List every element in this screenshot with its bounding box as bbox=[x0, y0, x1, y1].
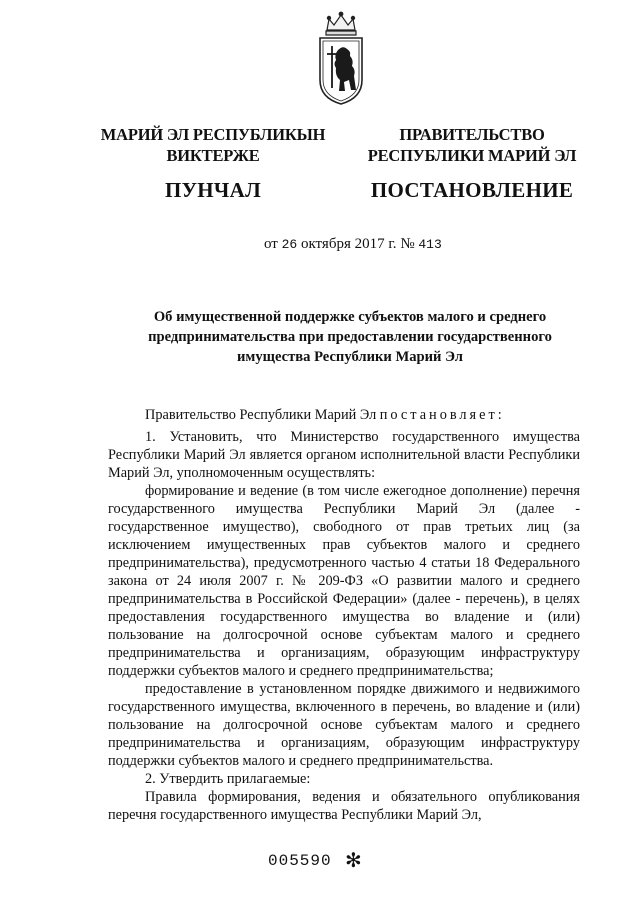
header-right-line2: РЕСПУБЛИКИ МАРИЙ ЭЛ bbox=[367, 146, 577, 165]
header-right-doc-type: ПОСТАНОВЛЕНИЕ bbox=[370, 178, 574, 202]
dateline-day: 26 bbox=[281, 237, 298, 252]
header-right-russian bbox=[352, 124, 592, 203]
header-left-line1: МАРИЙ ЭЛ РЕСПУБЛИКЫН bbox=[100, 125, 326, 144]
asterisk-mark: ✻ bbox=[345, 850, 362, 872]
preamble-paragraph bbox=[108, 406, 580, 424]
title-line1: Об имущественной поддержке субъектов малого и среднего bbox=[153, 309, 547, 325]
dateline-prefix: от bbox=[264, 236, 278, 252]
document-dateline bbox=[264, 236, 442, 253]
title-line2: предпринимательства при предоставлении государственного bbox=[148, 329, 552, 345]
dateline-number-sign: № bbox=[400, 236, 415, 252]
coat-of-arms-icon bbox=[316, 10, 366, 106]
document-body bbox=[108, 406, 580, 824]
paragraph-3: предоставление в установленном порядке движимого и недвижимого государственного имущества, включенного в перечень, во владение и (или) пользование на долгосрочной основе субъектам малого и среднего предпринимательства и организациям, образующим инфраструктуру поддержки субъектов малого и среднего предпринимательства. bbox=[108, 681, 580, 769]
header-left-marий bbox=[100, 124, 326, 203]
paragraph-2: формирование и ведение (в том числе ежегодное дополнение) перечня государственного имущества Республики Марий Эл (далее - государственное имущество), свободного от прав третьих лиц (за исключением имущественных прав субъектов малого и среднего предпринимательства), предусмотренного частью 4 статьи 18 Федерального закона от 24 июля 2007 г. № 209-ФЗ «О развитии малого и среднего предпринимательства в Российской Федерации» (далее - перечень), в целях предоставления государственного имущества во владение и (или) пользование на долгосрочной основе субъектам малого и среднего предпринимательства и организациям, образующим инфраструктуру поддержки субъектов малого и среднего предпринимательства; bbox=[108, 483, 580, 679]
title-line3: имущества Республики Марий Эл bbox=[236, 349, 463, 365]
header-right-line1: ПРАВИТЕЛЬСТВО bbox=[399, 125, 545, 144]
document-title bbox=[120, 307, 580, 367]
paragraph-4: 2. Утвердить прилагаемые: bbox=[145, 771, 311, 787]
form-serial-number: 005590 bbox=[268, 852, 332, 870]
paragraph-5: Правила формирования, ведения и обязательного опубликования перечня государственного имущества Республики Марий Эл, bbox=[108, 789, 580, 823]
preamble-decree-word: постановляет: bbox=[379, 407, 505, 423]
dateline-number: 413 bbox=[418, 237, 442, 252]
header-left-line2: ВИКТЕРЖЕ bbox=[166, 146, 260, 165]
paragraph-1: 1. Установить, что Министерство государственного имущества Республики Марий Эл является органом исполнительной власти Республики Марий Эл, уполномоченным осуществлять: bbox=[108, 429, 580, 481]
dateline-month-year: октября 2017 г. bbox=[300, 236, 397, 252]
preamble-lead: Правительство Республики Марий Эл bbox=[145, 407, 380, 423]
header-left-doc-type: ПУНЧАЛ bbox=[164, 178, 262, 202]
